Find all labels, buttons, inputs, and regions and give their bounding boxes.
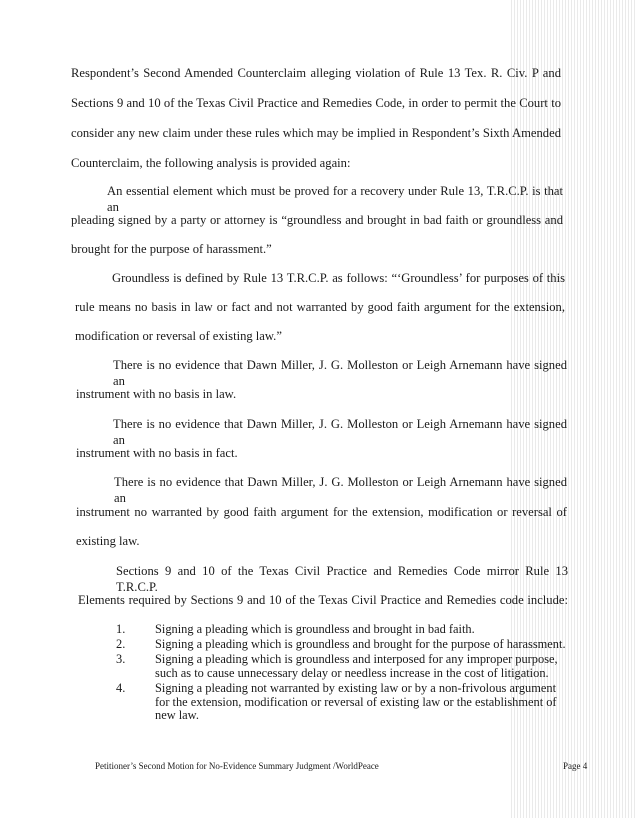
- paragraph-1-line-3: consider any new claim under these rules which may be implied in Respondent’s Sixth Amended: [71, 126, 561, 140]
- list-item-number: 1.: [116, 622, 126, 636]
- paragraph-2-line-2: pleading signed by a party or attorney is “groundless and brought in bad faith or groundless and: [71, 213, 563, 227]
- list-item: [0, 638, 637, 652]
- list-item-text: Signing a pleading which is groundless and brought for the purpose of harassment.: [155, 637, 566, 651]
- paragraph-4-line-2: instrument with no basis in law.: [76, 387, 237, 401]
- list-item-number: 3.: [116, 652, 126, 666]
- footer-document-title: Petitioner’s Second Motion for No-Evidence Summary Judgment /WorldPeace: [95, 761, 379, 771]
- paragraph-1-line-2: Sections 9 and 10 of the Texas Civil Practice and Remedies Code, in order to permit the Court to: [71, 96, 561, 110]
- list-item-text: Signing a pleading not warranted by existing law or by a non-frivolous argument for the extension, modification or reversal of existing law or the establishment of new law.: [155, 681, 557, 723]
- list-item-text: Signing a pleading which is groundless and interposed for any improper purpose, such as to cause unnecessary delay or needless increase in the cost of litigation.: [155, 652, 558, 680]
- list-item: [0, 682, 637, 724]
- paragraph-1-line-1: Respondent’s Second Amended Counterclaim alleging violation of Rule 13 Tex. R. Civ. P and: [71, 66, 561, 80]
- paragraph-6-line-3: existing law.: [76, 534, 140, 548]
- paragraph-2-line-3: brought for the purpose of harassment.”: [71, 242, 272, 256]
- footer-page-number: Page 4: [563, 761, 588, 771]
- paragraph-5-line-1: There is no evidence that Dawn Miller, J. G. Molleston or Leigh Arnemann have signed an: [113, 417, 567, 447]
- paragraph-6-line-1: There is no evidence that Dawn Miller, J. G. Molleston or Leigh Arnemann have signed an: [114, 475, 567, 505]
- paragraph-7-line-1: Sections 9 and 10 of the Texas Civil Practice and Remedies Code mirror Rule 13 T.R.C.P.: [116, 564, 568, 594]
- list-item-text: Signing a pleading which is groundless and brought in bad faith.: [155, 622, 475, 636]
- paragraph-6-line-2: instrument no warranted by good faith argument for the extension, modification or reversal of: [76, 505, 567, 519]
- paragraph-4-line-1: There is no evidence that Dawn Miller, J. G. Molleston or Leigh Arnemann have signed an: [113, 358, 567, 388]
- paragraph-2-line-1: An essential element which must be proved for a recovery under Rule 13, T.R.C.P. is that an: [107, 184, 563, 214]
- paragraph-5-line-2: instrument with no basis in fact.: [76, 446, 238, 460]
- paragraph-1-line-4: Counterclaim, the following analysis is provided again:: [71, 156, 351, 170]
- list-item-number: 2.: [116, 637, 126, 651]
- list-item: [0, 653, 637, 681]
- list-item-number: 4.: [116, 681, 126, 695]
- paragraph-3-line-1: Groundless is defined by Rule 13 T.R.C.P. as follows: “‘Groundless’ for purposes of this: [112, 271, 565, 285]
- paragraph-3-line-2: rule means no basis in law or fact and not warranted by good faith argument for the extension,: [75, 300, 565, 314]
- list-item: [0, 623, 637, 637]
- paragraph-7-line-2: Elements required by Sections 9 and 10 of the Texas Civil Practice and Remedies code include:: [78, 593, 568, 607]
- paragraph-3-line-3: modification or reversal of existing law.”: [75, 329, 282, 343]
